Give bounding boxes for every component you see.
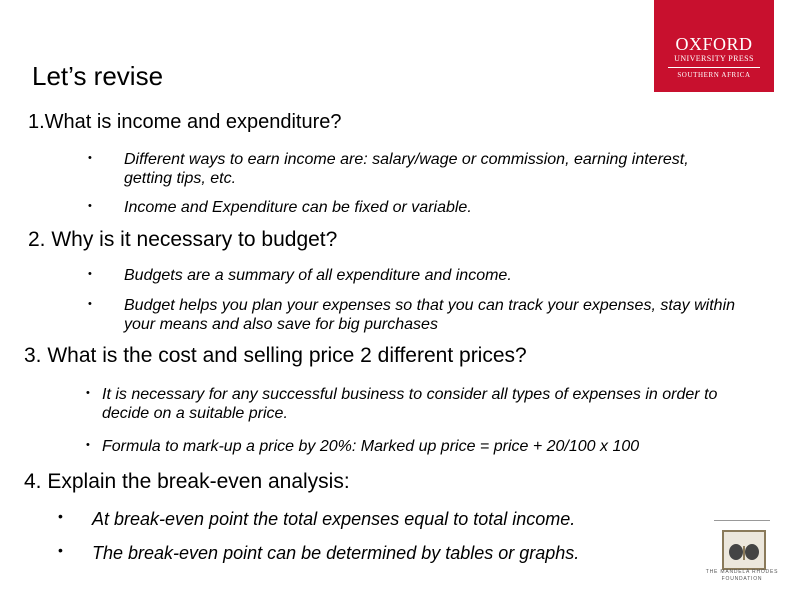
oxford-university-press-logo <box>654 0 774 92</box>
question-2-bullet-1: Budgets are a summary of all expenditure and income. <box>124 267 512 284</box>
logo-subtitle: UNIVERSITY PRESS <box>674 54 754 63</box>
portrait-right <box>745 544 759 560</box>
question-3: 3. What is the cost and selling price 2 different prices? <box>24 344 527 367</box>
bullet-dot: • <box>88 298 92 310</box>
bullet-dot: • <box>86 439 90 451</box>
question-4: 4. Explain the break-even analysis: <box>24 470 350 493</box>
logo-region: SOUTHERN AFRICA <box>677 71 751 79</box>
seal-caption-line-1: THE MANDELA RHODES <box>705 569 779 575</box>
seal-caption-line-2: FOUNDATION <box>721 576 763 582</box>
question-4-bullet-1: At break-even point the total expenses equal to total income. <box>92 509 576 529</box>
bullet-dot: • <box>88 152 92 164</box>
question-3-bullet-2: Formula to mark-up a price by 20%: Marked up price = price + 20/100 x 100 <box>102 438 640 455</box>
bullet-dot: • <box>58 542 63 558</box>
question-1-bullet-2: Income and Expenditure can be fixed or variable. <box>124 199 472 216</box>
slide-title: Let’s revise <box>32 61 164 91</box>
bullet-dot: • <box>58 508 63 524</box>
bullet-dot: • <box>88 200 92 212</box>
seal-header-rule <box>714 520 770 525</box>
logo-wordmark: OXFORD <box>675 34 753 54</box>
question-4-bullet-2: The break-even point can be determined by tables or graphs. <box>92 543 580 563</box>
question-2: 2. Why is it necessary to budget? <box>28 228 338 251</box>
logo-divider <box>668 67 760 68</box>
bullet-dot: • <box>88 268 92 280</box>
question-3-bullet-1: It is necessary for any successful business to consider all types of expenses in order to decide on a suitable price. <box>102 386 718 422</box>
portrait-left <box>729 544 743 560</box>
bullet-dot: • <box>86 387 90 399</box>
seal-portrait-frame <box>722 530 766 570</box>
question-2-bullet-2: Budget helps you plan your expenses so that you can track your expenses, stay within your means and also save for big purchases <box>124 297 736 333</box>
question-1: 1.What is income and expenditure? <box>28 111 342 133</box>
question-1-bullet-1: Different ways to earn income are: salary/wage or commission, earning interest, getting tips, etc. <box>124 151 689 187</box>
mandela-rhodes-foundation-logo <box>704 520 780 582</box>
